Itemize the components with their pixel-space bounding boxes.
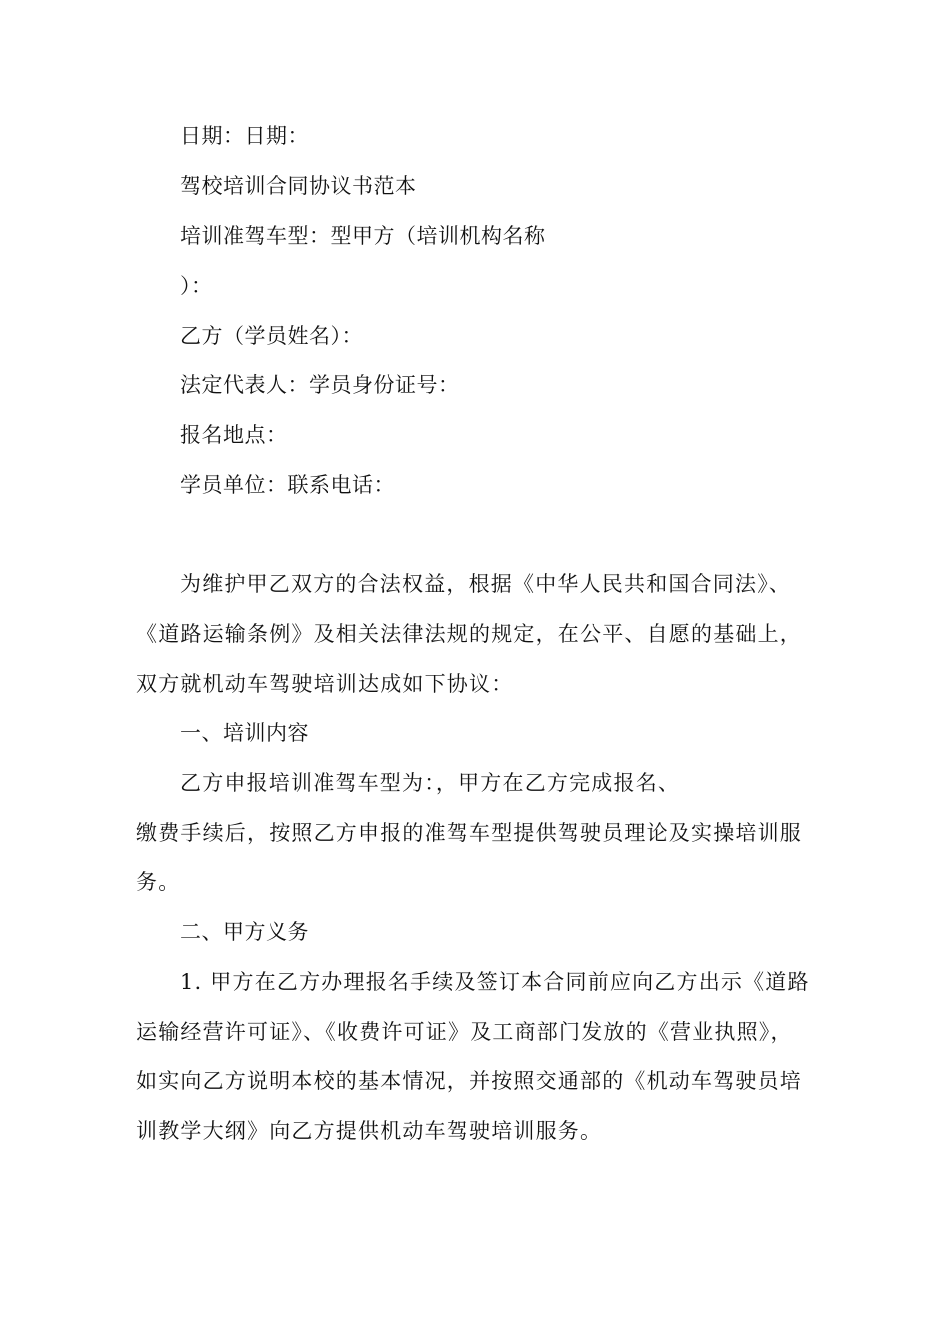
- preamble-line: 为维护甲乙双方的合法权益，根据《中华人民共和国合同法》、: [180, 572, 792, 596]
- section-1-text-line: 乙方申报培训准驾车型为：，甲方在乙方完成报名、: [180, 771, 681, 795]
- vehicle-type-line-continued: ）：: [180, 274, 213, 298]
- section-2-heading: 二、甲方义务: [180, 920, 309, 944]
- representative-line: 法定代表人：学员身份证号：: [180, 373, 460, 397]
- party-b-line: 乙方（学员姓名）：: [180, 324, 363, 348]
- section-1-text-line: 缴费手续后，按照乙方申报的准驾车型提供驾驶员理论及实操培训服: [136, 821, 802, 845]
- preamble-line: 《道路运输条例》及相关法律法规的规定，在公平、自愿的基础上，: [136, 622, 802, 646]
- section-1-text-line: 务。: [136, 870, 181, 894]
- document-title: 驾校培训合同协议书范本: [180, 174, 417, 198]
- section-2-item-line: 运输经营许可证》、《收费许可证》及工商部门发放的《营业执照》，: [136, 1020, 793, 1044]
- unit-phone-line: 学员单位：联系电话：: [180, 473, 395, 497]
- preamble-line: 双方就机动车驾驶培训达成如下协议：: [136, 672, 514, 696]
- section-1-heading: 一、培训内容: [180, 721, 309, 745]
- registration-place-line: 报名地点：: [180, 423, 288, 447]
- section-2-item-line: 如实向乙方说明本校的基本情况，并按照交通部的《机动车驾驶员培: [136, 1069, 802, 1093]
- section-2-item-line: 1. 甲方在乙方办理报名手续及签订本合同前应向乙方出示《道路: [180, 970, 810, 994]
- date-line: 日期：日期：: [180, 124, 309, 148]
- section-2-item-line: 训教学大纲》向乙方提供机动车驾驶培训服务。: [136, 1119, 603, 1143]
- vehicle-type-line: 培训准驾车型：型甲方（培训机构名称: [180, 224, 546, 248]
